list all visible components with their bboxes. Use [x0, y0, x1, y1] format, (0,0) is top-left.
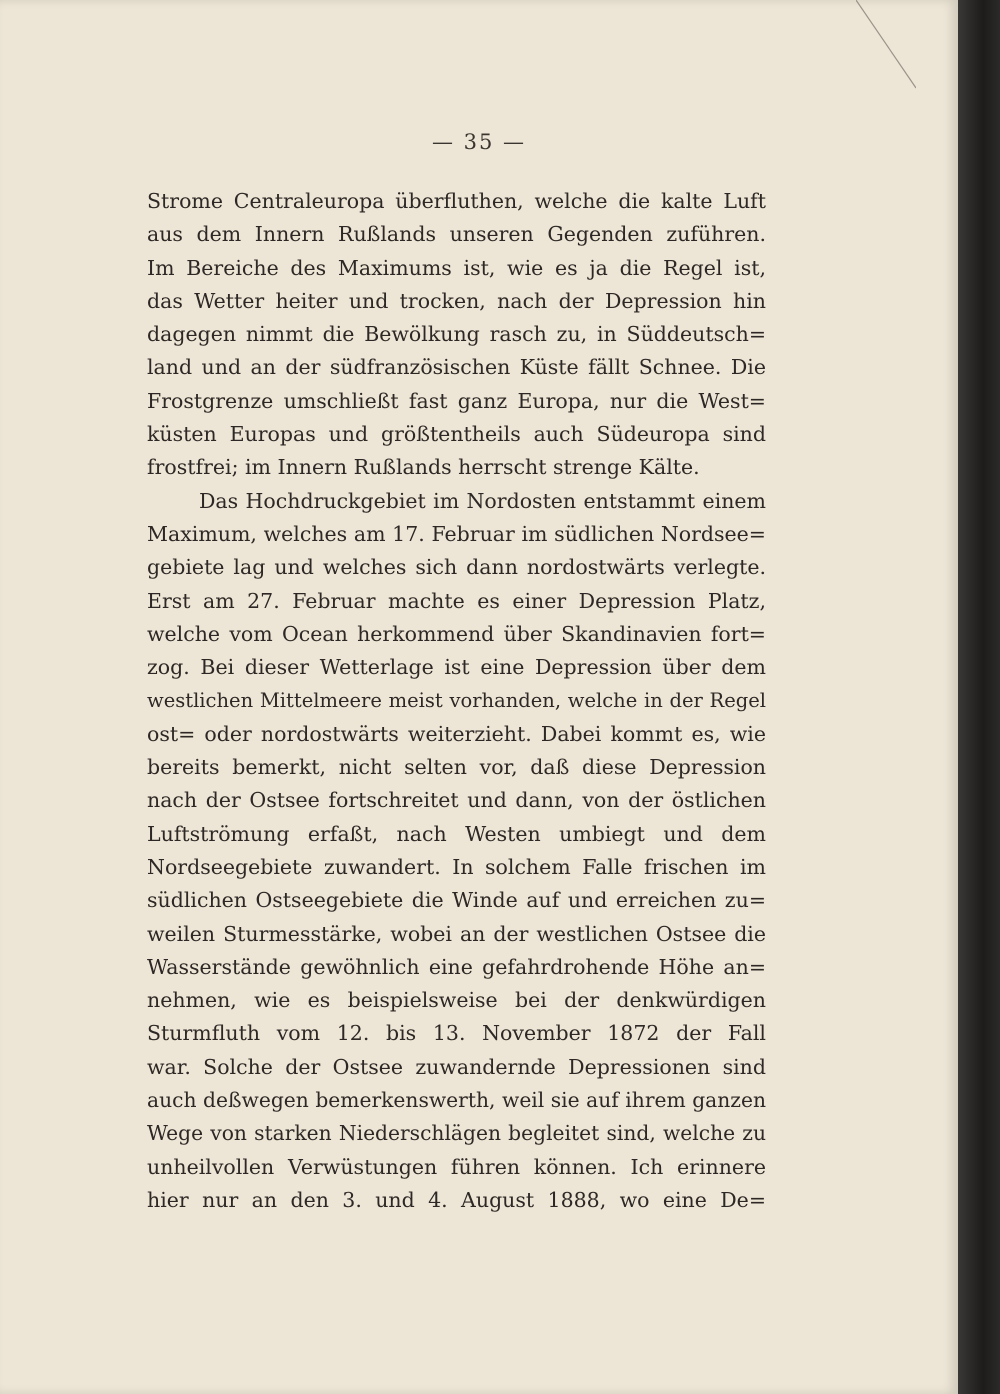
text-line: dagegen nimmt die Bewölkung rasch zu, in Süddeutsch=	[147, 322, 766, 347]
body-text	[147, 185, 766, 1217]
text-line: unheilvollen Verwüstungen führen können. Ich erinnere	[147, 1154, 766, 1179]
text-line: zog. Bei dieser Wetterlage ist eine Depression über dem	[147, 655, 766, 680]
text-line: küsten Europas und größtentheils auch Südeuropa sind	[147, 422, 766, 447]
text-line: war. Solche der Ostsee zuwandernde Depressionen sind	[147, 1054, 766, 1079]
text-line: frostfrei; im Innern Rußlands herrscht strenge Kälte.	[147, 455, 700, 480]
text-line: ost= oder nordostwärts weiterzieht. Dabei kommt es, wie	[147, 721, 766, 746]
text-line: Wasserstände gewöhnlich eine gefahrdrohende Höhe an=	[147, 954, 766, 979]
text-line: aus dem Innern Rußlands unseren Gegenden zuführen.	[147, 222, 766, 247]
text-line: gebiete lag und welches sich dann nordostwärts verlegte.	[147, 555, 766, 580]
text-line: westlichen Mittelmeere meist vorhanden, welche in der Regel	[147, 689, 766, 713]
text-line: Strome Centraleuropa überfluthen, welche die kalte Luft	[147, 189, 766, 213]
text-line: auch deßwegen bemerkenswerth, weil sie auf ihrem ganzen	[147, 1088, 766, 1113]
text-line: Wege von starken Niederschlägen begleitet sind, welche zu	[147, 1121, 766, 1146]
text-line: land und an der südfranzösischen Küste fällt Schnee. Die	[147, 355, 766, 380]
text-line: Nordseegebiete zuwandert. In solchem Falle frischen im	[147, 854, 766, 879]
text-line: Frostgrenze umschließt fast ganz Europa, nur die West=	[147, 388, 766, 413]
text-line: bereits bemerkt, nicht selten vor, daß diese Depression	[147, 755, 766, 780]
text-line: nach der Ostsee fortschreitet und dann, von der östlichen	[147, 788, 766, 813]
text-line: Im Bereiche des Maximums ist, wie es ja die Regel ist,	[147, 255, 766, 280]
text-line: Luftströmung erfaßt, nach Westen umbiegt und dem	[147, 821, 766, 846]
text-line: Maximum, welches am 17. Februar im südlichen Nordsee=	[147, 521, 766, 546]
text-line: nehmen, wie es beispielsweise bei der denkwürdigen	[147, 988, 766, 1013]
text-line: südlichen Ostseegebiete die Winde auf und erreichen zu=	[147, 888, 766, 913]
page-corner-fold	[856, 0, 916, 90]
text-line: das Wetter heiter und trocken, nach der Depression hin	[147, 288, 766, 313]
text-line: Das Hochdruckgebiet im Nordosten entstammt einem	[199, 488, 766, 513]
text-line: welche vom Ocean herkommend über Skandinavien fort=	[147, 621, 766, 646]
text-line: Sturmfluth vom 12. bis 13. November 1872 der Fall	[147, 1021, 766, 1046]
text-line: hier nur an den 3. und 4. August 1888, wo eine De=	[147, 1187, 766, 1212]
text-line: Erst am 27. Februar machte es einer Depression Platz,	[147, 588, 766, 613]
page-number: — 35 —	[431, 130, 527, 154]
text-line: weilen Sturmesstärke, wobei an der westlichen Ostsee die	[147, 921, 766, 946]
book-spine	[958, 0, 1000, 1394]
